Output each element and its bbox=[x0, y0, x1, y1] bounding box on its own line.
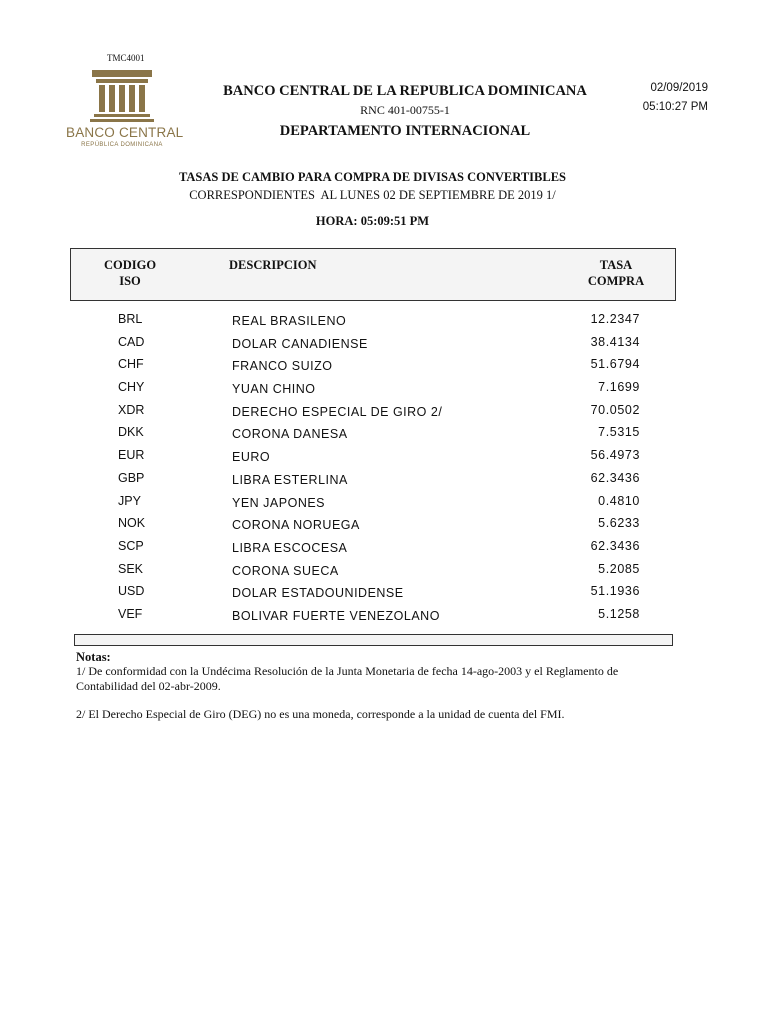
currency-description: FRANCO SUIZO bbox=[232, 359, 333, 374]
table-row bbox=[70, 335, 674, 358]
logo-title: BANCO CENTRAL bbox=[66, 125, 184, 140]
note-1: 1/ De conformidad con la Undécima Resolución de la Junta Monetaria de fecha 14-ago-2003 y el Reglamento de Contabilidad del 02-abr-2009. bbox=[76, 664, 619, 693]
table-row bbox=[70, 448, 674, 471]
buy-rate: 7.1699 bbox=[598, 380, 640, 395]
currency-description: LIBRA ESCOCESA bbox=[232, 540, 348, 555]
buy-rate: 70.0502 bbox=[590, 402, 640, 417]
note-2: 2/ El Derecho Especial de Giro (DEG) no es una moneda, corresponde a la unidad de cuenta del FMI. bbox=[76, 707, 565, 721]
notes-title: Notas: bbox=[76, 650, 111, 664]
table-row bbox=[70, 516, 674, 539]
logo-subtitle: REPÚBLICA DOMINICANA bbox=[81, 142, 163, 148]
table-row bbox=[70, 425, 674, 448]
column-header-rate bbox=[576, 257, 656, 289]
currency-code: EUR bbox=[118, 448, 145, 463]
print-time: 05:10:27 PM bbox=[642, 101, 708, 113]
buy-rate: 62.3436 bbox=[590, 538, 640, 553]
currency-description: REAL BRASILENO bbox=[232, 314, 347, 328]
buy-rate: 62.3436 bbox=[590, 470, 640, 485]
table-row bbox=[70, 312, 674, 335]
bank-building-icon bbox=[66, 68, 178, 124]
currency-code: CHF bbox=[118, 357, 144, 372]
currency-code: CAD bbox=[118, 334, 145, 349]
table-row bbox=[70, 471, 674, 494]
table-row bbox=[70, 380, 674, 403]
buy-rate: 56.4973 bbox=[590, 448, 640, 463]
currency-code: CHY bbox=[118, 380, 145, 395]
form-code: TMC4001 bbox=[107, 53, 145, 63]
column-header-description: DESCRIPCION bbox=[229, 258, 317, 272]
currency-code: GBP bbox=[118, 470, 145, 485]
buy-rate: 12.2347 bbox=[590, 312, 640, 326]
currency-description: CORONA SUECA bbox=[232, 563, 339, 578]
currency-description: CORONA DANESA bbox=[232, 427, 348, 442]
print-date: 02/09/2019 bbox=[650, 82, 708, 94]
currency-code: BRL bbox=[118, 312, 143, 326]
department-name: DEPARTAMENTO INTERNACIONAL bbox=[279, 123, 531, 139]
column-header-code-line2: ISO bbox=[119, 274, 141, 288]
table-footer-bar bbox=[74, 634, 673, 646]
column-header-code bbox=[101, 257, 159, 289]
buy-rate: 0.4810 bbox=[598, 493, 640, 508]
buy-rate: 51.6794 bbox=[590, 357, 640, 372]
currency-code: NOK bbox=[118, 516, 146, 531]
currency-code: VEF bbox=[118, 606, 143, 621]
table-row bbox=[70, 607, 674, 630]
rnc-number: RNC 401-00755-1 bbox=[360, 103, 450, 117]
currency-description: LIBRA ESTERLINA bbox=[232, 472, 348, 487]
currency-description: YUAN CHINO bbox=[232, 382, 316, 397]
currency-description: DERECHO ESPECIAL DE GIRO 2/ bbox=[232, 404, 443, 419]
bank-name: BANCO CENTRAL DE LA REPUBLICA DOMINICANA bbox=[223, 83, 587, 99]
report-hour: HORA: 05:09:51 PM bbox=[315, 214, 430, 228]
currency-description: YEN JAPONES bbox=[232, 495, 326, 510]
rates-table-body bbox=[70, 312, 674, 630]
buy-rate: 5.2085 bbox=[598, 561, 640, 576]
column-header-rate-line1: TASA bbox=[599, 258, 633, 272]
table-header bbox=[70, 248, 676, 301]
currency-code: XDR bbox=[118, 402, 145, 417]
currency-code: SCP bbox=[118, 538, 144, 553]
buy-rate: 51.1936 bbox=[590, 584, 640, 599]
buy-rate: 5.1258 bbox=[598, 606, 640, 621]
currency-code: SEK bbox=[118, 561, 144, 576]
buy-rate: 7.5315 bbox=[598, 425, 640, 440]
currency-code: JPY bbox=[118, 493, 141, 508]
currency-code: USD bbox=[118, 584, 145, 599]
report-title: TASAS DE CAMBIO PARA COMPRA DE DIVISAS CONVERTIBLES bbox=[178, 170, 566, 184]
table-row bbox=[70, 494, 674, 517]
buy-rate: 38.4134 bbox=[590, 334, 640, 349]
column-header-code-line1: CODIGO bbox=[103, 258, 157, 272]
currency-code: DKK bbox=[118, 425, 144, 440]
currency-description: CORONA NORUEGA bbox=[232, 518, 360, 533]
buy-rate: 5.6233 bbox=[598, 516, 640, 531]
bank-logo bbox=[66, 68, 184, 154]
table-row bbox=[70, 562, 674, 585]
table-row bbox=[70, 539, 674, 562]
table-row bbox=[70, 584, 674, 607]
currency-description: BOLIVAR FUERTE VENEZOLANO bbox=[232, 608, 440, 623]
report-subtitle: CORRESPONDIENTES AL LUNES 02 DE SEPTIEMBRE DE 2019 1/ bbox=[189, 188, 556, 202]
currency-description: DOLAR ESTADOUNIDENSE bbox=[232, 586, 404, 601]
currency-description: DOLAR CANADIENSE bbox=[232, 336, 368, 351]
table-row bbox=[70, 357, 674, 380]
table-row bbox=[70, 403, 674, 426]
column-header-rate-line2: COMPRA bbox=[587, 274, 645, 288]
currency-description: EURO bbox=[232, 450, 271, 465]
